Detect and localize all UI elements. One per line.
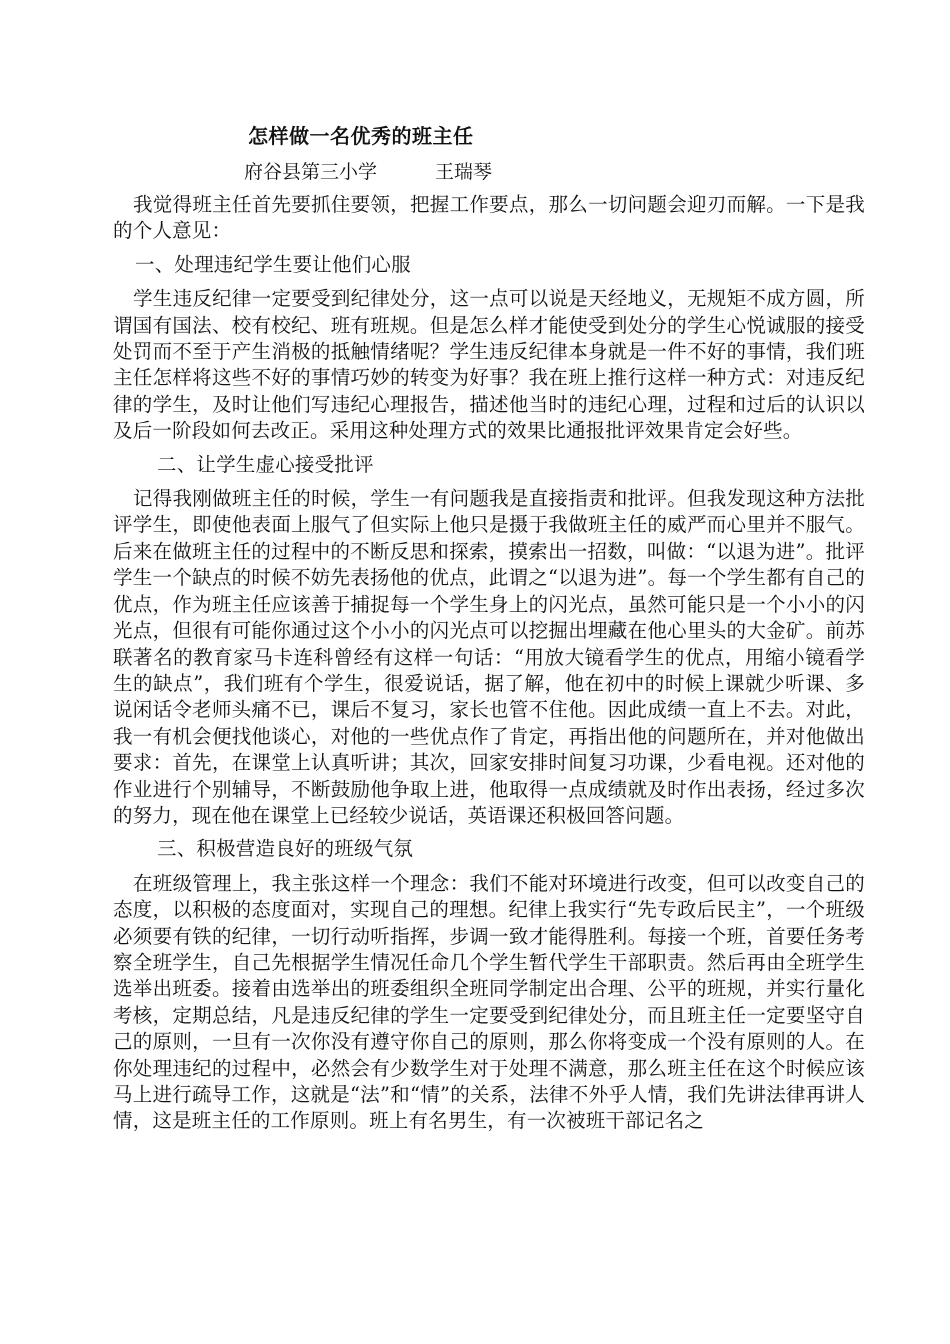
section-1-paragraph: 学生违反纪律一定要受到纪律处分，这一点可以说是天经地义，无规矩不成方圆，所谓国有国法、校有校纪、班有班规。但是怎么样才能使受到处分的学生心悦诚服的接受处罚而不至于产生消极的抵触情绪呢？学生违反纪律本身就是一件不好的事情，我们班主任怎样将这些不好的事情巧妙的转变为好事？我在班上推行这样一种方式：对违反纪律的学生，及时让他们写违纪心理报告，描述他当时的违纪心理，过程和过后的认识以及后一阶段如何去改正。采用这种处理方式的效果比通报批评效果肯定会好些。 (113, 287, 865, 443)
section-3-heading: 三、积极营造良好的班级气氛 (157, 837, 414, 861)
author-name: 王瑞琴 (435, 161, 493, 183)
document-body (113, 192, 865, 1137)
school-name: 府谷县第三小学 (244, 161, 378, 183)
section-3-paragraph: 在班级管理上，我主张这样一个理念：我们不能对环境进行改变，但可以改变自己的态度，以积极的态度面对，实现自己的理想。纪律上我实行“先专政后民主”，一个班级必须要有铁的纪律，一切行动听指挥，步调一致才能得胜利。每接一个班，首要任务考察全班学生，自己先根据学生情况任命几个学生暂代学生干部职责。然后再由全班学生选举出班委。接着由选举出的班委组织全班同学制定出合理、公平的班规，并实行量化考核，定期总结，凡是违反纪律的学生一定要受到纪律处分，而且班主任一定要坚守自己的原则，一旦有一次你没有遵守你自己的原则，那么你将变成一个没有原则的人。在你处理违纪的过程中，必然会有少数学生对于处理不满意，那么班主任在这个时候应该马上进行疏导工作，这就是“法”和“情”的关系，法律不外乎人情，我们先讲法律再讲人情，这是班主任的工作原则。班上有名男生，有一次被班干部记名之 (113, 871, 865, 1133)
intro-paragraph: 我觉得班主任首先要抓住要领，把握工作要点，那么一切问题会迎刃而解。一下是我的个人意见： (113, 193, 865, 243)
document-title: 怎样做一名优秀的班主任 (248, 124, 474, 148)
section-2-heading: 二、让学生虚心接受批评 (157, 452, 374, 476)
section-2-paragraph: 记得我刚做班主任的时候，学生一有问题我是直接指责和批评。但我发现这种方法批评学生，即使他表面上服气了但实际上他只是摄于我做班主任的威严而心里并不服气。后来在做班主任的过程中的不断反思和探索，摸索出一招数，叫做：“以退为进”。批评学生一个缺点的时候不妨先表扬他的优点，此谓之“以退为进”。每一个学生都有自己的优点，作为班主任应该善于捕捉每一个学生身上的闪光点，虽然可能只是一个小小的闪光点，但很有可能你通过这个小小的闪光点可以挖掘出埋藏在他心里头的大金矿。前苏联著名的教育家马卡连科曾经有这样一句话：“用放大镜看学生的优点，用缩小镜看学生的缺点”，我们班有个学生，很爱说话，据了解，他在初中的时候上课就少听课、多说闲话令老师头痛不已，课后不复习，家长也管不住他。因此成绩一直上不去。对此，我一有机会便找他谈心，对他的一些优点作了肯定，再指出他的问题所在，并对他做出要求：首先，在课堂上认真听讲；其次，回家安排时间复习功课，少看电视。还对他的作业进行个别辅导，不断鼓励他争取上进，他取得一点成绩就及时作出表扬，经过多次的努力，现在他在课堂上已经较少说话，英语课还积极回答问题。 (113, 487, 865, 827)
byline (244, 158, 492, 186)
section-1-heading: 一、处理违纪学生要让他们心服 (135, 252, 411, 276)
